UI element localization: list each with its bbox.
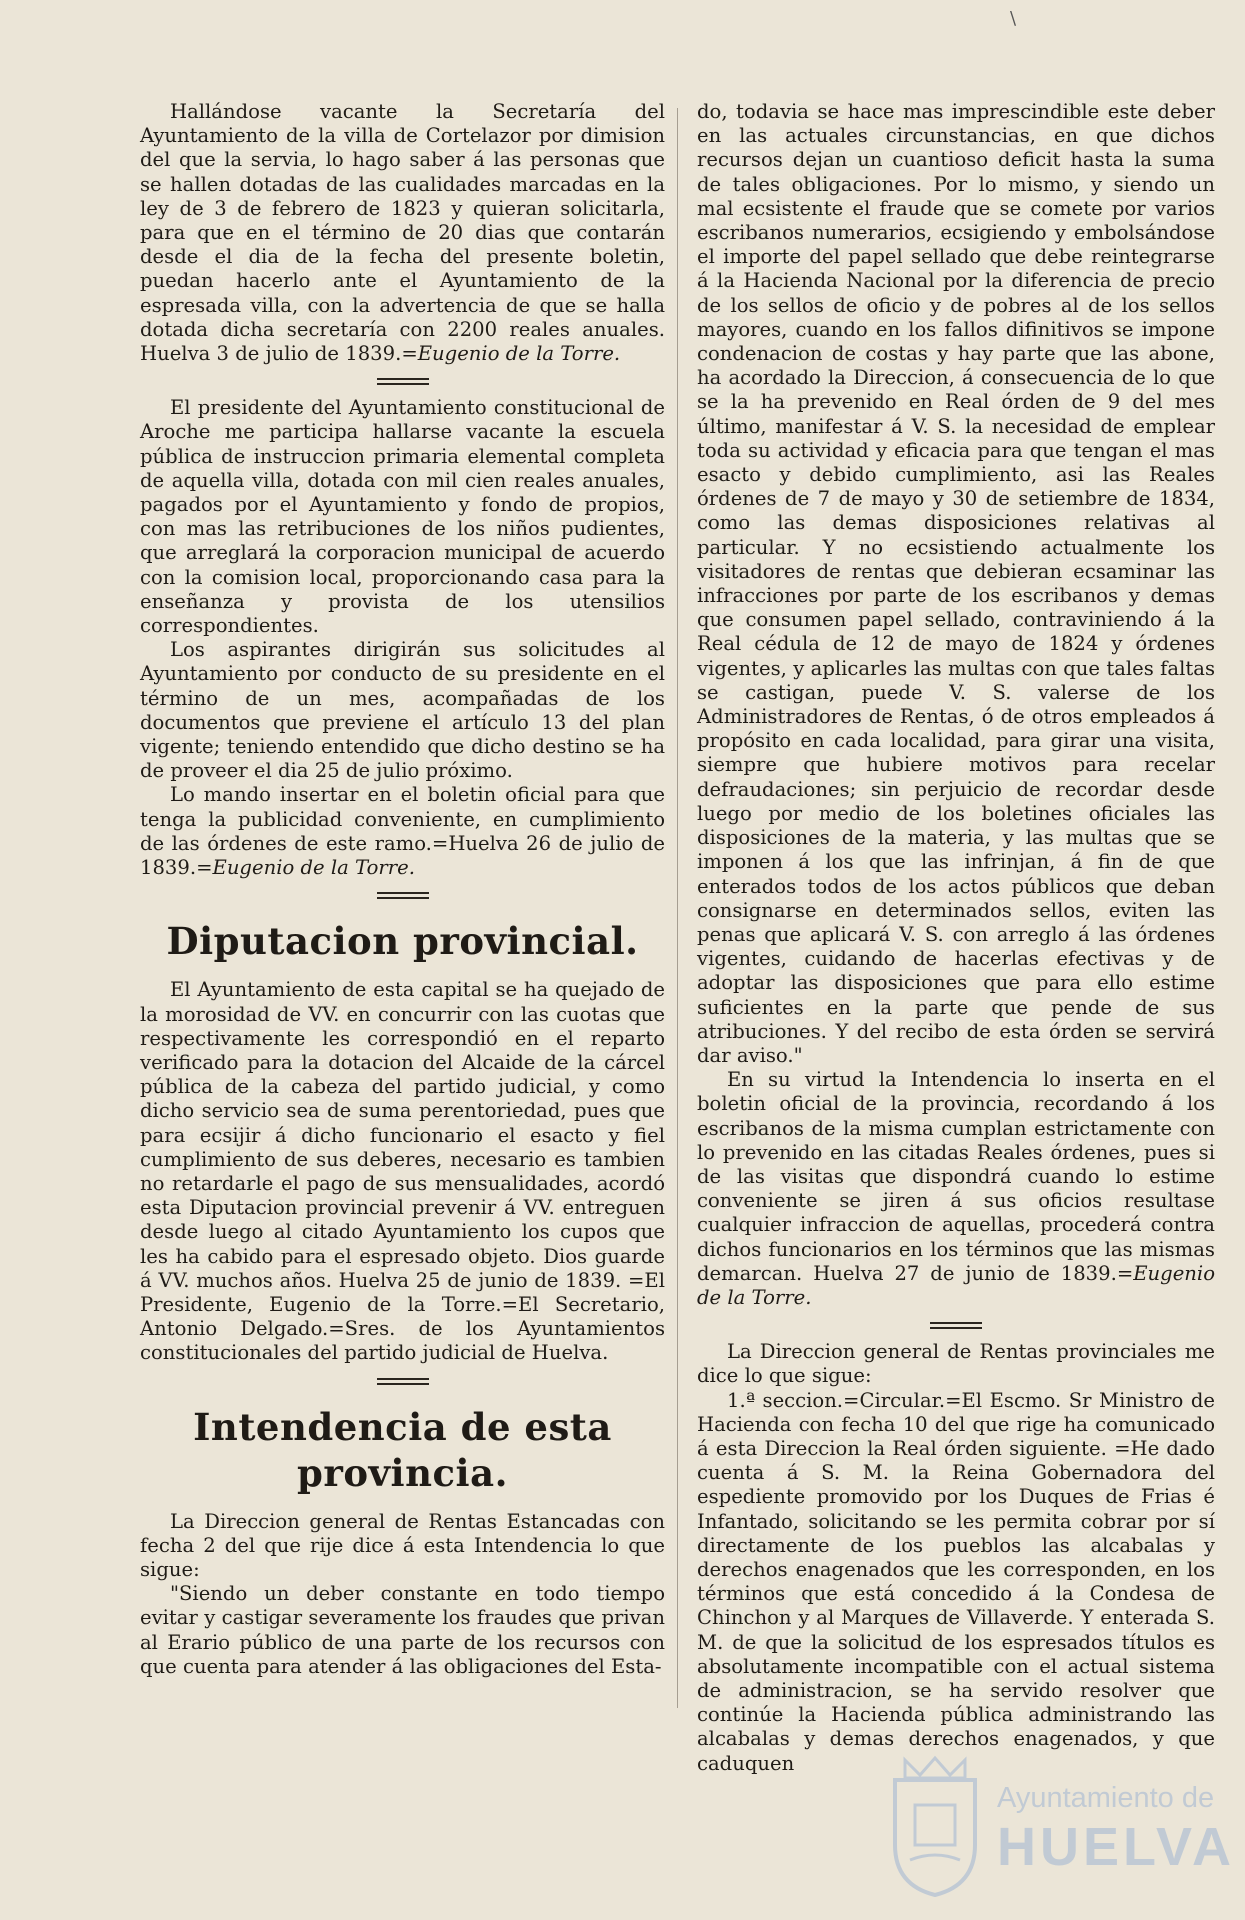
section-heading-intendencia: Intendencia de esta provincia. (193, 1404, 612, 1495)
paragraph-text: El Ayuntamiento de esta capital se ha quejado de la morosidad de VV. en concurrir con las cuotas que respectivamente les correspondió en el reparto verificado para la dotacion del Alcaide de la cárcel pública de la cabeza del partido judicial, y como dicho servicio sea de suma perentoriedad, pues que para ecsijir á dicho funcionario el esacto y fiel cumplimiento de sus deberes, necesario es tambien no retardarle el pago de sus mensualidades, acordó esta Diputacion provincial prevenir á VV. entreguen desde luego al citado Ayuntamiento los cupos que les ha cabido para el espresado objeto. Dios guarde á VV. muchos años. Huelva 25 de junio de 1839. (140, 978, 665, 1292)
paragraph-text: Hallándose vacante la Secretaría del Ayuntamiento de la villa de Cortelazor por dimision del que la servia, lo hago saber á las personas que se hallen dotadas de las cualidades marcadas en la ley de 3 de febrero de 1823 y quieran solicitarla, para que en el término de 20 dias que contarán desde el dia de la fecha del presente boletin, puedan hacerlo ante el Ayuntamiento de la espresada villa, con la advertencia de que se halla dotada dicha secretaría con 2200 reales anuales. Huelva 3 de julio de 1839. (140, 100, 665, 366)
paragraph-rentas-provinciales: La Direccion general de Rentas provinciales me dice lo que sigue: (697, 1340, 1215, 1388)
separator-rule (140, 880, 665, 910)
separator-rule (140, 366, 665, 396)
paragraph-continuation: do, todavia se hace mas imprescindible este deber en las actuales circunstancias, en que dichos recursos dejan un cuantioso deficit hasta la suma de tales obligaciones. Por lo mismo, y siendo un mal ecsistente el fraude que se comete por varios escribanos numerarios, ecsigiendo y embolsándose el importe del papel sellado que debe reintegrarse á la Hacienda Nacional por la diferencia de precio de los sellos de oficio y de pobres al de los sellos mayores, cuando en los fallos difinitivos se impone condenacion de costas y hay parte que las abone, ha acordado la Direccion, á consecuencia de lo que se la ha prevenido en Real órden de 9 del mes último, manifestar á V. S. la necesidad de emplear toda su actividad y eficacia para que tengan el mas esacto y debido cumplimiento, asi las Reales órdenes de 7 de mayo y 30 de setiembre de 1834, como las demas disposiciones relativas al particular. Y no ecsistiendo actualmente los visitadores de rentas que debieran ecsaminar las infracciones por parte de los escribanos y demas que consumen papel sellado, contraviniendo á la Real cédula de 12 de mayo de 1824 y órdenes vigentes, y aplicarles las multas con que tales faltas se castigan, puede V. S. valerse de los Administradores de Rentas, ó de otros empleados á propósito en cada localidad, para girar una visita, siempre que hubiere motivos para recelar defraudaciones; sin perjuicio de recordar desde luego por medio de los boletines oficiales las disposiciones de la materia, y las multas que se imponen á los que las infrinjan, á fin de que enterados todos de los actos públicos que deban consignarse en determinados sellos, eviten las penas que aplicará V. S. con arreglo á las órdenes vigentes, cuidando de hacerlas efectivas y de adoptar las disposiciones que para ello estime suficientes en la parte que pende de sus atribuciones. Y del recibo de esta órden se servirá dar aviso." (697, 100, 1215, 1067)
separator-rule (140, 1366, 665, 1396)
watermark-line2: HUELVA (997, 1817, 1235, 1877)
paragraph-cortelazor (140, 100, 665, 366)
signature: =Eugenio de la Torre. (401, 342, 621, 366)
ayuntamiento-huelva-watermark (855, 1740, 1235, 1910)
paragraph-aspirantes: Los aspirantes dirigirán sus solicitudes al Ayuntamiento por conducto de su presidente en el término de un mes, acompañadas de los documentos que previene el artículo 13 del plan vigente; teniendo entendido que dicho destino se ha de proveer el dia 25 de julio próximo. (140, 638, 665, 783)
paragraph-en-su-virtud (697, 1068, 1215, 1310)
paragraph-text: Lo mando insertar en el boletin oficial para que tenga la publicidad conveniente, en cumplimiento de las órdenes de este ramo.=Huelva 26 de julio de 1839. (140, 783, 665, 880)
paragraph-aroche: El presidente del Ayuntamiento constitucional de Aroche me participa hallarse vacante la escuela pública de instruccion primaria elemental completa de aquella villa, dotada con mil cien reales anuales, pagados por el Ayuntamiento y fondo de propios, con mas las retribuciones de los niños pudientes, que arreglará la corporacion municipal de acuerdo con la comision local, proporcionando casa para la enseñanza y provista de los utensilios correspondientes. (140, 396, 665, 638)
paragraph-text: En su virtud la Intendencia lo inserta en el boletin oficial de la provincia, recordando á los escribanos de la misma cumplan estrictamente con lo prevenido en las citadas Reales órdenes, pues si de las visitas que dispondrá cuando lo estime conveniente se jiren á sus oficios resultase cualquier infraccion de aquellas, procederá contra dichos funcionarios en los términos que las mismas demarcan. Huelva 27 de junio de 1839. (697, 1068, 1215, 1285)
signature-block: =El Presidente, Eugenio de la Torre.=El Secretario, Antonio Delgado.=Sres. de los Ayuntamientos constitucionales del partido judicial de Huelva. (140, 1268, 665, 1365)
paragraph-mando-insertar (140, 783, 665, 880)
right-column (697, 100, 1215, 1776)
signature: =Eugenio de la Torre. (196, 856, 415, 880)
watermark-line1: Ayuntamiento de (997, 1782, 1215, 1814)
scan-mark: \ (1010, 8, 1017, 29)
left-column (140, 100, 665, 1679)
paragraph-diputacion (140, 978, 665, 1365)
column-divider (677, 108, 678, 1708)
signature: =Eugenio de la Torre. (697, 1261, 1215, 1309)
paragraph-direccion-estancadas: La Direccion general de Rentas Estancadas con fecha 2 del que rije dice á esta Intendencia lo que sigue: (140, 1509, 665, 1581)
paragraph-siendo-un-deber: "Siendo un deber constante en todo tiempo evitar y castigar severamente los fraudes que privan al Erario público de una parte de los recursos con que cuenta para atender á las obligaciones del Esta- (140, 1582, 665, 1678)
section-heading-diputacion: Diputacion provincial. (166, 919, 639, 964)
separator-rule (697, 1310, 1215, 1340)
coat-of-arms-icon (885, 1750, 985, 1900)
paragraph-circular: 1.ª seccion.=Circular.=El Escmo. Sr Ministro de Hacienda con fecha 10 del que rige ha comunicado á esta Direccion la Real órden siguiente. =He dado cuenta á S. M. la Reina Gobernadora del espediente promovido por los Duques de Frias é Infantado, solicitando se les permita cobrar por sí directamente de los pueblos las alcabalas y derechos enagenados que les corresponden, en los términos que está concedido á la Condesa de Chinchon y al Marques de Villaverde. Y enterada S. M. de que la solicitud de los espresados títulos es absolutamente incompatible con el actual sistema de administracion, se ha servido resolver que continúe la Hacienda pública administrando las alcabalas y demas derechos enagenados, y que caduquen (697, 1388, 1215, 1775)
